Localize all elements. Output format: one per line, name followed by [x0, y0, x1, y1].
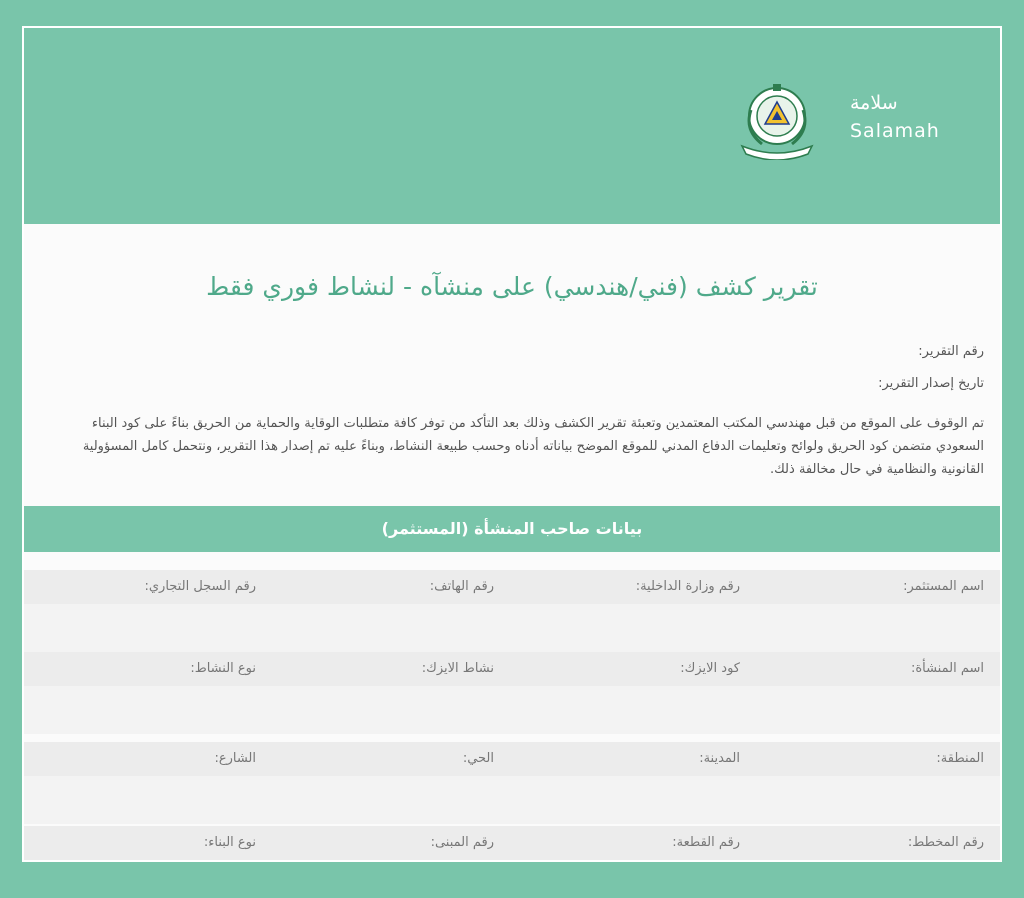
field-label: نشاط الايزك:: [421, 661, 494, 676]
table-row: [24, 570, 1000, 604]
brand-name-en: Salamah: [850, 120, 940, 142]
report-sheet: [22, 26, 1002, 862]
field-label: اسم المنشأة:: [910, 661, 984, 676]
report-title: تقرير كشف (فني/هندسي) على منشآه - لنشاط فوري فقط: [206, 272, 818, 301]
field-label: رقم المبنى:: [430, 835, 494, 850]
brand: [850, 92, 940, 142]
field-label: رقم القطعة:: [672, 835, 740, 850]
field-values-row: [24, 686, 1000, 734]
brand-name-ar: سلامة: [850, 92, 898, 114]
table-row: [24, 652, 1000, 686]
field-label: المنطقة:: [936, 751, 984, 766]
field-label: المدينة:: [699, 751, 740, 766]
field-values-row: [24, 604, 1000, 652]
report-number-label: رقم التقرير:: [918, 344, 984, 359]
field-label: اسم المستثمر:: [903, 579, 984, 594]
field-values-row: [24, 776, 1000, 824]
field-label: رقم الهاتف:: [429, 579, 494, 594]
table-row: [24, 742, 1000, 776]
field-label: رقم وزارة الداخلية:: [635, 579, 740, 594]
field-label: الشارع:: [214, 751, 256, 766]
field-label: كود الايزك:: [680, 661, 740, 676]
field-label: رقم المخطط:: [907, 835, 984, 850]
section-title: بيانات صاحب المنشأة (المستثمر): [24, 506, 1000, 552]
field-label: نوع النشاط:: [190, 661, 256, 676]
intro-paragraph: تم الوقوف على الموقع من قبل مهندسي المكتب المعتمدين وتعبئة تقرير الكشف وذلك بعد التأكد من توفر كافة متطلبات الوقاية والحماية من الحريق بناءً على كود البناء السعودي متضمن كود الحريق ولوائح وتعليمات الدفاع المدني للموقع الموضح بياناته أدناه وحسب طبيعة النشاط، وبناءً عليه تم إصدار هذا التقرير، ونتحمل كامل المسؤولية القانونية والنظامية في حال مخالفة ذلك.: [82, 416, 984, 477]
table-row: [24, 826, 1000, 860]
field-label: رقم السجل التجاري:: [144, 579, 256, 594]
civil-defense-emblem-icon: [736, 80, 818, 160]
report-header: [24, 28, 1000, 224]
field-label: الحي:: [462, 751, 494, 766]
field-label: نوع البناء:: [203, 835, 256, 850]
issue-date-label: تاريخ إصدار التقرير:: [878, 376, 984, 391]
